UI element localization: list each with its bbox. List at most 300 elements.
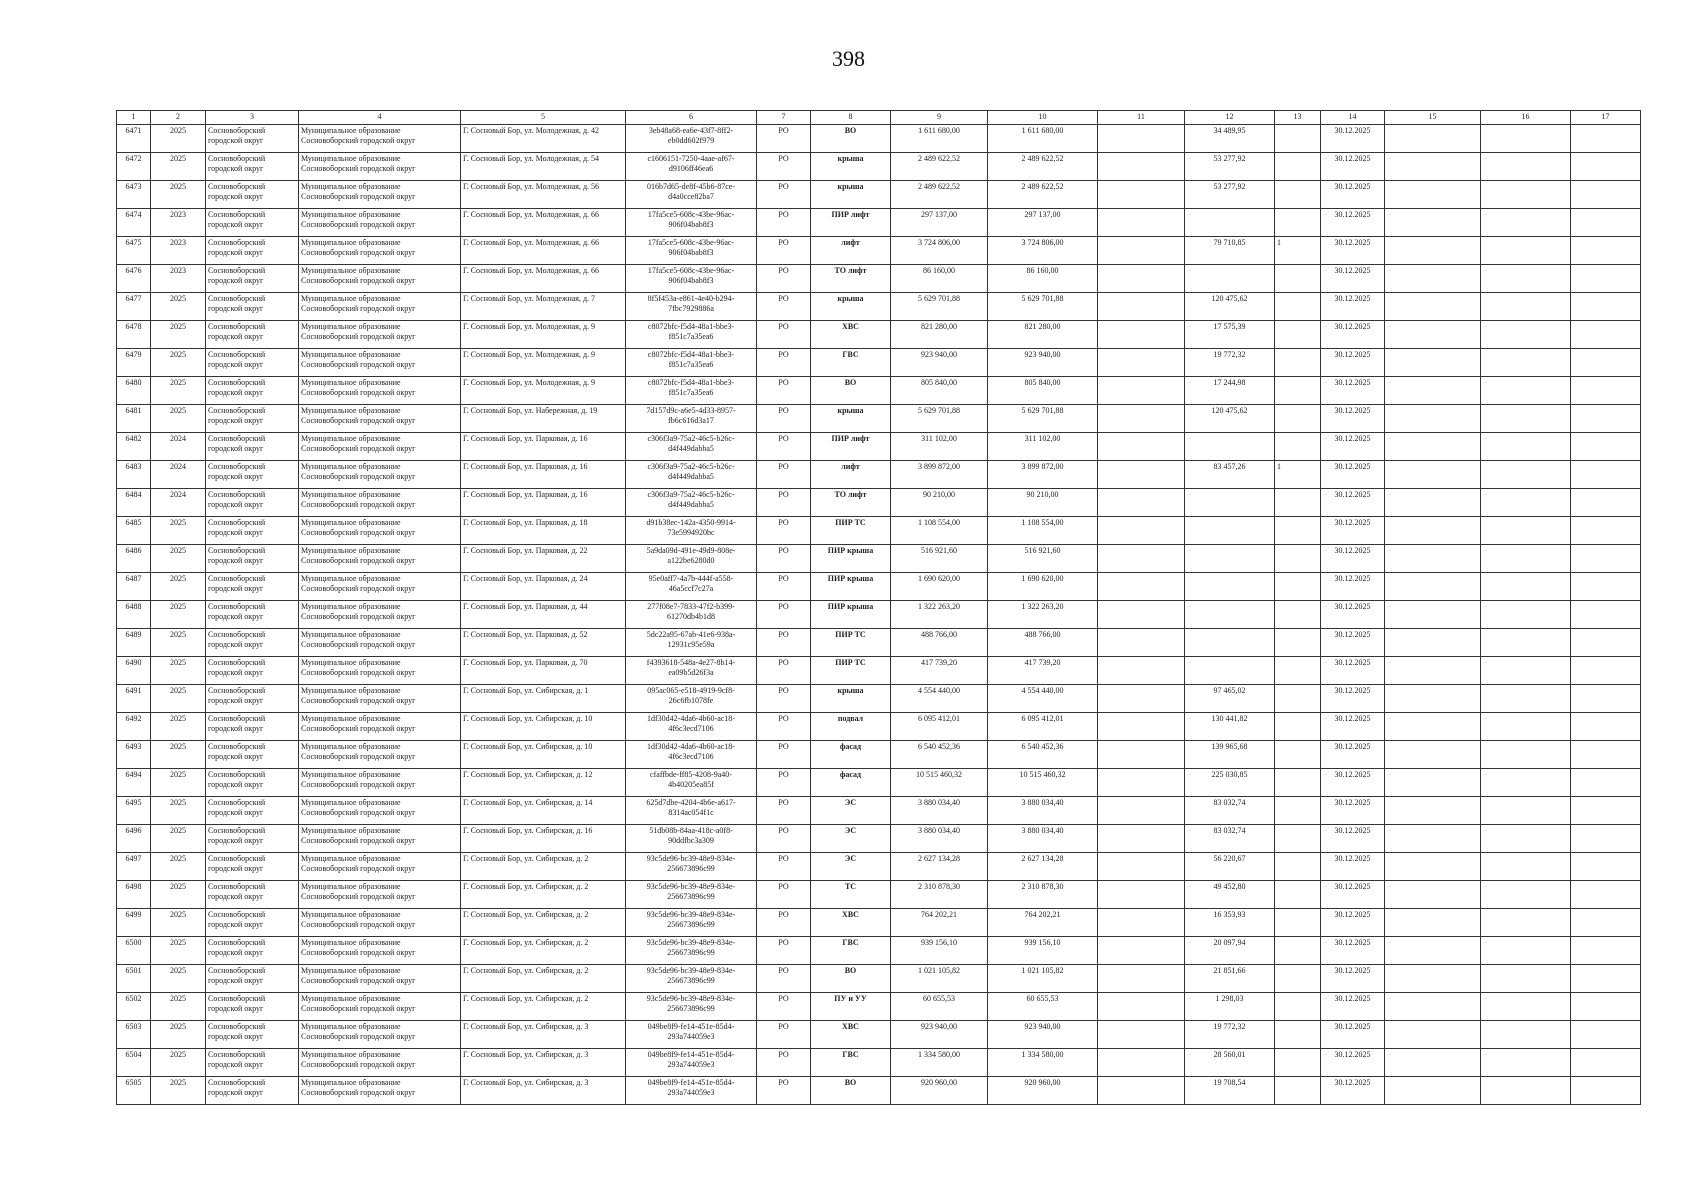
cell-address: Г. Сосновый Бор, ул. Парковая, д. 16 <box>461 461 626 489</box>
cell-guid: 95e0aff7-4a7b-444f-a558-46a5ccf7c27a <box>626 573 757 601</box>
cell-year: 2025 <box>151 769 206 797</box>
cell-c12: 53 277,92 <box>1185 181 1275 209</box>
cell-empty <box>1481 769 1571 797</box>
cell-address: Г. Сосновый Бор, ул. Сибирская, д. 1 <box>461 685 626 713</box>
column-header: 8 <box>811 111 891 125</box>
cell-empty <box>1481 181 1571 209</box>
cell-c10: 90 210,00 <box>988 489 1098 517</box>
cell-c9: 516 921,60 <box>891 545 988 573</box>
cell-year: 2025 <box>151 1077 206 1105</box>
cell-c10: 3 880 034,40 <box>988 825 1098 853</box>
cell-c10: 86 160,00 <box>988 265 1098 293</box>
cell-empty <box>1481 433 1571 461</box>
cell-work: ГВС <box>811 937 891 965</box>
cell-empty <box>1385 937 1481 965</box>
cell-guid: 93c5de96-bc39-48e9-834e-256673896c99 <box>626 881 757 909</box>
table-row <box>117 573 1641 601</box>
cell-c10: 1 611 680,00 <box>988 125 1098 153</box>
cell-c11 <box>1098 881 1185 909</box>
table-row <box>117 937 1641 965</box>
cell-district: Сосновоборский городской округ <box>206 1049 299 1077</box>
cell-type: РО <box>757 909 811 937</box>
cell-no: 6484 <box>117 489 151 517</box>
cell-work: ГВС <box>811 349 891 377</box>
cell-no: 6490 <box>117 657 151 685</box>
cell-c11 <box>1098 321 1185 349</box>
cell-date: 30.12.2025 <box>1321 125 1385 153</box>
cell-c11 <box>1098 405 1185 433</box>
column-header: 2 <box>151 111 206 125</box>
cell-work: крыша <box>811 153 891 181</box>
cell-guid: c8072bfc-f5d4-48a1-bbe3-f851c7a35ea6 <box>626 349 757 377</box>
cell-address: Г. Сосновый Бор, ул. Молодежная, д. 54 <box>461 153 626 181</box>
cell-guid: 93c5de96-bc39-48e9-834e-256673896c99 <box>626 909 757 937</box>
cell-year: 2025 <box>151 797 206 825</box>
cell-empty <box>1385 601 1481 629</box>
cell-c9: 3 724 806,00 <box>891 237 988 265</box>
cell-empty <box>1571 741 1641 769</box>
cell-year: 2025 <box>151 685 206 713</box>
cell-c9: 805 840,00 <box>891 377 988 405</box>
table-row <box>117 853 1641 881</box>
cell-date: 30.12.2025 <box>1321 825 1385 853</box>
cell-c10: 805 840,00 <box>988 377 1098 405</box>
cell-empty <box>1481 153 1571 181</box>
cell-c11 <box>1098 433 1185 461</box>
cell-work: крыша <box>811 685 891 713</box>
cell-empty <box>1385 433 1481 461</box>
cell-c11 <box>1098 1049 1185 1077</box>
table-row <box>117 293 1641 321</box>
cell-c10: 923 940,00 <box>988 1021 1098 1049</box>
cell-year: 2025 <box>151 545 206 573</box>
cell-guid: 5a9da09d-491e-49d9-808e-a122be6280d0 <box>626 545 757 573</box>
cell-work: ХВС <box>811 321 891 349</box>
cell-municipality: Муниципальное образование Сосновоборский городской округ <box>299 321 461 349</box>
cell-c11 <box>1098 909 1185 937</box>
cell-c12: 34 489,95 <box>1185 125 1275 153</box>
cell-empty <box>1481 349 1571 377</box>
cell-empty <box>1385 965 1481 993</box>
cell-municipality: Муниципальное образование Сосновоборский городской округ <box>299 377 461 405</box>
cell-work: ПИР ТС <box>811 517 891 545</box>
cell-municipality: Муниципальное образование Сосновоборский городской округ <box>299 125 461 153</box>
cell-c12: 225 030,85 <box>1185 769 1275 797</box>
cell-guid: c1606151-7250-4aae-af67-d9106ff46ea6 <box>626 153 757 181</box>
table-row <box>117 1049 1641 1077</box>
cell-district: Сосновоборский городской округ <box>206 965 299 993</box>
table-row <box>117 349 1641 377</box>
cell-empty <box>1481 657 1571 685</box>
cell-c12: 49 452,80 <box>1185 881 1275 909</box>
cell-year: 2025 <box>151 713 206 741</box>
cell-c9: 1 334 580,00 <box>891 1049 988 1077</box>
cell-empty <box>1385 265 1481 293</box>
cell-c13 <box>1275 797 1321 825</box>
cell-work: ПИР крыша <box>811 545 891 573</box>
cell-date: 30.12.2025 <box>1321 377 1385 405</box>
cell-empty <box>1571 965 1641 993</box>
cell-c9: 297 137,00 <box>891 209 988 237</box>
cell-type: РО <box>757 349 811 377</box>
cell-c12: 17 575,39 <box>1185 321 1275 349</box>
table-row <box>117 657 1641 685</box>
cell-empty <box>1481 853 1571 881</box>
cell-type: РО <box>757 993 811 1021</box>
cell-no: 6504 <box>117 1049 151 1077</box>
cell-district: Сосновоборский городской округ <box>206 153 299 181</box>
cell-district: Сосновоборский городской округ <box>206 993 299 1021</box>
cell-guid: 625d7dbe-4204-4b6e-a617-8314ac054f1c <box>626 797 757 825</box>
table-row <box>117 321 1641 349</box>
cell-c13 <box>1275 825 1321 853</box>
cell-work: ВО <box>811 1077 891 1105</box>
cell-c12: 79 710,85 <box>1185 237 1275 265</box>
cell-empty <box>1571 797 1641 825</box>
cell-work: ВО <box>811 377 891 405</box>
cell-no: 6486 <box>117 545 151 573</box>
cell-empty <box>1571 853 1641 881</box>
cell-c12 <box>1185 601 1275 629</box>
cell-c9: 10 515 460,32 <box>891 769 988 797</box>
cell-c12 <box>1185 209 1275 237</box>
cell-address: Г. Сосновый Бор, ул. Молодежная, д. 9 <box>461 321 626 349</box>
cell-district: Сосновоборский городской округ <box>206 573 299 601</box>
cell-c10: 3 724 806,00 <box>988 237 1098 265</box>
table-row <box>117 517 1641 545</box>
cell-date: 30.12.2025 <box>1321 265 1385 293</box>
cell-c12 <box>1185 657 1275 685</box>
table-row <box>117 601 1641 629</box>
cell-empty <box>1385 797 1481 825</box>
cell-district: Сосновоборский городской округ <box>206 937 299 965</box>
cell-empty <box>1571 825 1641 853</box>
column-header: 14 <box>1321 111 1385 125</box>
cell-guid: c8072bfc-f5d4-48a1-bbe3-f851c7a35ea6 <box>626 321 757 349</box>
cell-date: 30.12.2025 <box>1321 237 1385 265</box>
cell-c13 <box>1275 881 1321 909</box>
cell-address: Г. Сосновый Бор, ул. Молодежная, д. 42 <box>461 125 626 153</box>
cell-date: 30.12.2025 <box>1321 601 1385 629</box>
table-row <box>117 629 1641 657</box>
cell-date: 30.12.2025 <box>1321 545 1385 573</box>
cell-c11 <box>1098 601 1185 629</box>
cell-c12: 19 772,32 <box>1185 349 1275 377</box>
cell-district: Сосновоборский городской округ <box>206 713 299 741</box>
cell-empty <box>1385 461 1481 489</box>
cell-year: 2025 <box>151 657 206 685</box>
column-header: 3 <box>206 111 299 125</box>
cell-c13 <box>1275 405 1321 433</box>
cell-no: 6494 <box>117 769 151 797</box>
cell-empty <box>1385 629 1481 657</box>
cell-type: РО <box>757 181 811 209</box>
cell-type: РО <box>757 433 811 461</box>
cell-empty <box>1385 181 1481 209</box>
cell-empty <box>1385 237 1481 265</box>
cell-empty <box>1571 1021 1641 1049</box>
cell-c10: 2 627 134,28 <box>988 853 1098 881</box>
cell-empty <box>1571 153 1641 181</box>
cell-date: 30.12.2025 <box>1321 153 1385 181</box>
cell-municipality: Муниципальное образование Сосновоборский городской округ <box>299 909 461 937</box>
cell-date: 30.12.2025 <box>1321 181 1385 209</box>
cell-empty <box>1481 377 1571 405</box>
cell-empty <box>1385 769 1481 797</box>
cell-guid: c306f3a9-75a2-46c5-b26c-d4f449dabba5 <box>626 433 757 461</box>
cell-guid: 17fa5ce5-608c-43be-96ac-906f04bab8f3 <box>626 265 757 293</box>
cell-municipality: Муниципальное образование Сосновоборский городской округ <box>299 293 461 321</box>
cell-c12: 17 244,98 <box>1185 377 1275 405</box>
cell-c9: 1 611 680,00 <box>891 125 988 153</box>
cell-empty <box>1571 881 1641 909</box>
cell-guid: 7d157d9c-a6e5-4d33-8957-fb6c616d3a17 <box>626 405 757 433</box>
cell-c10: 516 921,60 <box>988 545 1098 573</box>
cell-c12 <box>1185 265 1275 293</box>
cell-address: Г. Сосновый Бор, ул. Сибирская, д. 2 <box>461 909 626 937</box>
cell-empty <box>1385 657 1481 685</box>
cell-c9: 90 210,00 <box>891 489 988 517</box>
cell-empty <box>1571 405 1641 433</box>
cell-c9: 5 629 701,88 <box>891 405 988 433</box>
cell-work: ПИР лифт <box>811 433 891 461</box>
cell-c9: 923 940,00 <box>891 1021 988 1049</box>
cell-c9: 60 655,53 <box>891 993 988 1021</box>
cell-c11 <box>1098 265 1185 293</box>
header-row <box>117 111 1641 125</box>
cell-district: Сосновоборский городской округ <box>206 853 299 881</box>
cell-municipality: Муниципальное образование Сосновоборский городской округ <box>299 153 461 181</box>
column-header: 6 <box>626 111 757 125</box>
cell-district: Сосновоборский городской округ <box>206 209 299 237</box>
cell-district: Сосновоборский городской округ <box>206 545 299 573</box>
cell-guid: 049be8f9-fe14-451e-85d4-293a744059e3 <box>626 1021 757 1049</box>
cell-year: 2025 <box>151 741 206 769</box>
cell-c9: 1 690 620,00 <box>891 573 988 601</box>
cell-address: Г. Сосновый Бор, ул. Парковая, д. 70 <box>461 657 626 685</box>
cell-c10: 2 310 878,30 <box>988 881 1098 909</box>
cell-address: Г. Сосновый Бор, ул. Сибирская, д. 3 <box>461 1077 626 1105</box>
cell-no: 6501 <box>117 965 151 993</box>
cell-c9: 5 629 701,88 <box>891 293 988 321</box>
table-row <box>117 825 1641 853</box>
cell-municipality: Муниципальное образование Сосновоборский городской округ <box>299 433 461 461</box>
cell-address: Г. Сосновый Бор, ул. Сибирская, д. 14 <box>461 797 626 825</box>
cell-year: 2023 <box>151 237 206 265</box>
cell-type: РО <box>757 853 811 881</box>
cell-guid: f4393618-548a-4e27-8b14-ea09b5d26f3a <box>626 657 757 685</box>
cell-no: 6493 <box>117 741 151 769</box>
cell-district: Сосновоборский городской округ <box>206 741 299 769</box>
table-row <box>117 741 1641 769</box>
cell-empty <box>1571 601 1641 629</box>
cell-empty <box>1481 685 1571 713</box>
cell-address: Г. Сосновый Бор, ул. Сибирская, д. 2 <box>461 881 626 909</box>
cell-no: 6489 <box>117 629 151 657</box>
cell-no: 6480 <box>117 377 151 405</box>
cell-address: Г. Сосновый Бор, ул. Сибирская, д. 3 <box>461 1021 626 1049</box>
cell-district: Сосновоборский городской округ <box>206 685 299 713</box>
cell-c9: 2 310 878,30 <box>891 881 988 909</box>
cell-district: Сосновоборский городской округ <box>206 461 299 489</box>
cell-c13 <box>1275 713 1321 741</box>
cell-municipality: Муниципальное образование Сосновоборский городской округ <box>299 1077 461 1105</box>
cell-no: 6496 <box>117 825 151 853</box>
cell-c13 <box>1275 741 1321 769</box>
cell-district: Сосновоборский городской округ <box>206 601 299 629</box>
column-header: 1 <box>117 111 151 125</box>
cell-empty <box>1481 741 1571 769</box>
cell-municipality: Муниципальное образование Сосновоборский городской округ <box>299 965 461 993</box>
cell-c11 <box>1098 825 1185 853</box>
cell-date: 30.12.2025 <box>1321 657 1385 685</box>
cell-work: ТС <box>811 881 891 909</box>
cell-empty <box>1385 853 1481 881</box>
cell-type: РО <box>757 405 811 433</box>
cell-district: Сосновоборский городской округ <box>206 125 299 153</box>
cell-empty <box>1481 1049 1571 1077</box>
page-number: 398 <box>832 46 865 71</box>
cell-type: РО <box>757 825 811 853</box>
cell-work: подвал <box>811 713 891 741</box>
cell-empty <box>1481 209 1571 237</box>
table-body <box>117 125 1641 1105</box>
cell-c9: 1 322 263,20 <box>891 601 988 629</box>
cell-address: Г. Сосновый Бор, ул. Молодежная, д. 9 <box>461 377 626 405</box>
cell-type: РО <box>757 489 811 517</box>
cell-empty <box>1385 685 1481 713</box>
cell-date: 30.12.2025 <box>1321 881 1385 909</box>
cell-c13 <box>1275 181 1321 209</box>
cell-district: Сосновоборский городской округ <box>206 265 299 293</box>
cell-c9: 3 880 034,40 <box>891 797 988 825</box>
cell-work: ПИР крыша <box>811 601 891 629</box>
cell-c11 <box>1098 545 1185 573</box>
cell-type: РО <box>757 685 811 713</box>
cell-no: 6475 <box>117 237 151 265</box>
cell-address: Г. Сосновый Бор, ул. Парковая, д. 52 <box>461 629 626 657</box>
cell-district: Сосновоборский городской округ <box>206 489 299 517</box>
cell-work: лифт <box>811 237 891 265</box>
cell-no: 6505 <box>117 1077 151 1105</box>
cell-c9: 417 739,20 <box>891 657 988 685</box>
cell-guid: 3eb48a68-ea6e-43f7-8ff2-eb0dd602f979 <box>626 125 757 153</box>
table-row <box>117 965 1641 993</box>
cell-empty <box>1481 629 1571 657</box>
cell-c13 <box>1275 349 1321 377</box>
cell-address: Г. Сосновый Бор, ул. Молодежная, д. 66 <box>461 209 626 237</box>
cell-c9: 923 940,00 <box>891 349 988 377</box>
cell-year: 2023 <box>151 265 206 293</box>
cell-no: 6495 <box>117 797 151 825</box>
cell-year: 2025 <box>151 629 206 657</box>
cell-c12: 20 097,94 <box>1185 937 1275 965</box>
cell-c11 <box>1098 237 1185 265</box>
cell-year: 2025 <box>151 881 206 909</box>
cell-empty <box>1481 601 1571 629</box>
cell-c13 <box>1275 517 1321 545</box>
cell-no: 6502 <box>117 993 151 1021</box>
cell-date: 30.12.2025 <box>1321 1049 1385 1077</box>
cell-c10: 6 095 412,01 <box>988 713 1098 741</box>
cell-empty <box>1571 461 1641 489</box>
cell-district: Сосновоборский городской округ <box>206 769 299 797</box>
cell-empty <box>1481 909 1571 937</box>
cell-c10: 297 137,00 <box>988 209 1098 237</box>
cell-empty <box>1571 433 1641 461</box>
cell-empty <box>1481 545 1571 573</box>
cell-empty <box>1481 573 1571 601</box>
cell-address: Г. Сосновый Бор, ул. Молодежная, д. 9 <box>461 349 626 377</box>
column-header: 5 <box>461 111 626 125</box>
cell-c13 <box>1275 1077 1321 1105</box>
cell-date: 30.12.2025 <box>1321 853 1385 881</box>
column-header: 12 <box>1185 111 1275 125</box>
cell-work: фасад <box>811 741 891 769</box>
cell-c9: 2 627 134,28 <box>891 853 988 881</box>
cell-address: Г. Сосновый Бор, ул. Набережная, д. 19 <box>461 405 626 433</box>
cell-empty <box>1481 237 1571 265</box>
cell-address: Г. Сосновый Бор, ул. Сибирская, д. 2 <box>461 965 626 993</box>
cell-no: 6482 <box>117 433 151 461</box>
cell-address: Г. Сосновый Бор, ул. Молодежная, д. 66 <box>461 237 626 265</box>
cell-municipality: Муниципальное образование Сосновоборский городской округ <box>299 405 461 433</box>
cell-empty <box>1385 713 1481 741</box>
cell-c9: 6 095 412,01 <box>891 713 988 741</box>
cell-c12: 120 475,62 <box>1185 405 1275 433</box>
cell-work: ВО <box>811 125 891 153</box>
cell-empty <box>1571 769 1641 797</box>
cell-c10: 2 489 622,52 <box>988 153 1098 181</box>
cell-c12: 1 298,03 <box>1185 993 1275 1021</box>
cell-date: 30.12.2025 <box>1321 993 1385 1021</box>
cell-work: ПУ и УУ <box>811 993 891 1021</box>
cell-type: РО <box>757 377 811 405</box>
cell-empty <box>1571 377 1641 405</box>
cell-address: Г. Сосновый Бор, ул. Молодежная, д. 7 <box>461 293 626 321</box>
cell-type: РО <box>757 209 811 237</box>
cell-empty <box>1481 405 1571 433</box>
cell-no: 6492 <box>117 713 151 741</box>
cell-district: Сосновоборский городской округ <box>206 657 299 685</box>
cell-guid: 049be8f9-fe14-451e-85d4-293a744059e3 <box>626 1077 757 1105</box>
cell-type: РО <box>757 237 811 265</box>
cell-guid: d91b38ec-142a-4350-9914-73e5994920bc <box>626 517 757 545</box>
cell-year: 2025 <box>151 937 206 965</box>
cell-municipality: Муниципальное образование Сосновоборский городской округ <box>299 237 461 265</box>
cell-date: 30.12.2025 <box>1321 489 1385 517</box>
cell-c12: 56 220,67 <box>1185 853 1275 881</box>
cell-no: 6471 <box>117 125 151 153</box>
cell-c11 <box>1098 937 1185 965</box>
cell-guid: 17fa5ce5-608c-43be-96ac-906f04bab8f3 <box>626 209 757 237</box>
cell-year: 2025 <box>151 181 206 209</box>
cell-address: Г. Сосновый Бор, ул. Парковая, д. 44 <box>461 601 626 629</box>
cell-c12: 28 560,01 <box>1185 1049 1275 1077</box>
cell-district: Сосновоборский городской округ <box>206 629 299 657</box>
cell-year: 2025 <box>151 909 206 937</box>
cell-c11 <box>1098 1021 1185 1049</box>
table-row <box>117 993 1641 1021</box>
cell-empty <box>1385 1077 1481 1105</box>
cell-no: 6498 <box>117 881 151 909</box>
cell-empty <box>1481 461 1571 489</box>
cell-work: ПИР крыша <box>811 573 891 601</box>
cell-c10: 488 766,00 <box>988 629 1098 657</box>
cell-municipality: Муниципальное образование Сосновоборский городской округ <box>299 1021 461 1049</box>
cell-district: Сосновоборский городской округ <box>206 293 299 321</box>
cell-empty <box>1481 713 1571 741</box>
